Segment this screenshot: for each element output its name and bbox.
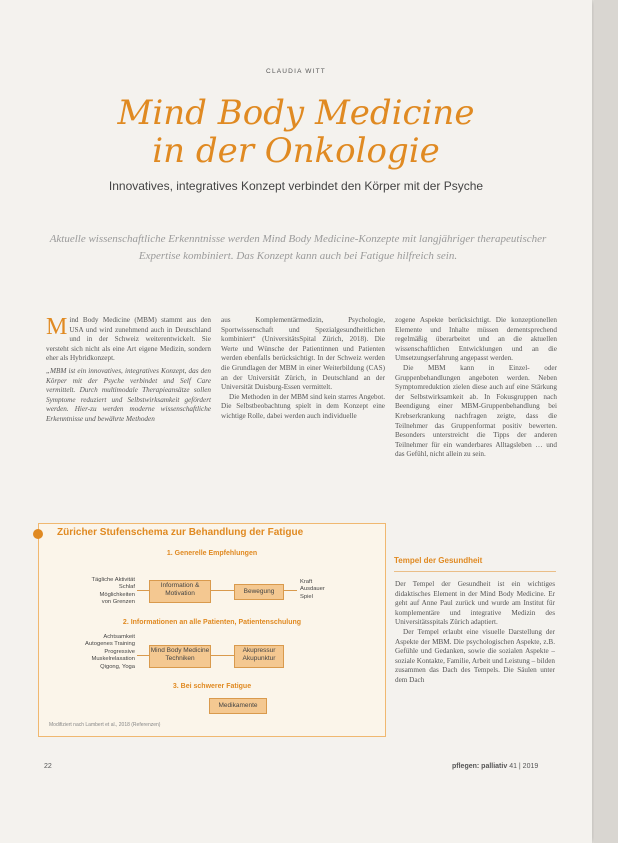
article-subtitle: Innovatives, integratives Konzept verbindet den Körper mit der Psyche	[108, 179, 484, 193]
article-title	[0, 94, 592, 170]
list-item: von Grenzen	[101, 599, 135, 606]
text-column-1	[46, 316, 211, 425]
list-item: Ausdauer	[300, 586, 325, 593]
box-source-note: Modifiziert nach Lambert et al., 2018 (Referenzen)	[49, 722, 161, 728]
mind-body-techniques-node: Mind Body Medicine Techniken	[149, 645, 211, 668]
column-2-paragraph-2: Die Methoden in der MBM sind kein starres Angebot. Die Selbstbeobachtung spielt in dem Konzept eine wichtige Rolle, dabei werden auch individuelle	[221, 392, 385, 420]
column-2-paragraph-1: aus Komplementärmedizin, Psychologie, Sportwissenschaft und Spezialgesundheitlichen kombiniert“ (UniversitätsSpital Zürich, 2018). Die Werte und Wünsche der Patientinnen und Patienten werden ebenfalls berücksichtigt. In der Schweiz werden die Grundlagen der MBM in einer Weiterbildung (CAS) an der Universität Zürich, in Deutschland an der Universität Duisburg-Essen vermittelt.	[221, 316, 385, 392]
magazine-footer	[452, 763, 538, 770]
step-3-label: 3. Bei schwerer Fatigue	[172, 683, 252, 690]
author-name: CLAUDIA WITT	[266, 68, 326, 75]
quote-paragraph: „MBM ist ein innovatives, integratives Konzept, das den Körper mit der Psyche verbindet und Self Care vermittelt. Durch multimodale Therapieansätze sollen Symptome reduziert und Selbstwirksamkeit gefördert werden. Hier-zu werden moderne wissenschaftliche Erkenntnisse und bewährte Methoden	[46, 366, 211, 423]
list-item: Progressive	[104, 648, 135, 655]
list-item: Tägliche Aktivität	[91, 577, 135, 583]
connector	[210, 655, 234, 656]
list-item: Kraft	[300, 579, 313, 585]
title-line-1: Mind Body Medicine	[117, 93, 475, 133]
dropcap: M	[46, 314, 68, 340]
step-1-label: 1. Generelle Empfehlungen	[166, 550, 258, 557]
text-column-3-lower	[395, 580, 555, 686]
bewegung-node: Bewegung	[234, 584, 284, 600]
list-item: Möglichkeiten	[99, 591, 135, 598]
fatigue-scheme-box	[38, 523, 386, 737]
page-number: 22	[44, 763, 52, 770]
list-item: Achtsamkeit	[103, 634, 135, 640]
connector	[283, 590, 297, 591]
intro-text: ind Body Medicine (MBM) stammt aus den USA und wird zunehmend auch in Deutschland und in der Schweiz weiterentwickelt. Sie versteht sich nicht als eine Art eigene Medizin, sondern eher als Hybridkonzept.	[46, 316, 211, 363]
intro-paragraph	[46, 316, 211, 364]
facing-page-edge	[594, 0, 618, 843]
list-item: Spiel	[300, 593, 313, 600]
article-lead: Aktuelle wissenschaftliche Erkenntnisse werden Mind Body Medicine-Konzepte mit langjähriger therapeutischer Expertise kombiniert. Das Konzept kann auch bei Fatigue hilfreich sein.	[49, 233, 547, 262]
section-divider	[394, 571, 556, 572]
section-heading: Tempel der Gesundheit	[394, 556, 483, 565]
column-3-paragraph-1: zogene Aspekte berücksichtigt. Die konzeptionellen Elemente und Inhalte müssen dementsprechend regelmäßig überarbeitet und an die aktuellen wissenschaftlichen Entwicklungen und an die Umsetzungserfahrung angepasst werden.	[395, 316, 557, 363]
list-item: Qigong, Yoga	[100, 663, 135, 670]
step-1-right-list	[300, 579, 344, 601]
akupressur-node: Akupressur Akupunktur	[234, 645, 284, 668]
list-item: Autogenes Training	[85, 641, 135, 648]
text-column-3	[395, 316, 557, 460]
text-column-2	[221, 316, 385, 422]
connector	[137, 590, 149, 591]
section-paragraph-1: Der Tempel der Gesundheit ist ein wichtiges didaktisches Element in der Mind Body Medicine. Er geht auf Anne Paul zurück und wurde am Institut für komplementäre und integrative Medizin des Universitätsspitals Zürich adaptiert.	[395, 580, 555, 627]
column-3-paragraph-2: Die MBM kann in Einzel- oder Gruppenbehandlungen angeboten werden. Neben Symptomreduktion zielen diese auch auf eine Stärkung der Selbstwirksamkeit ab. In Fokusgruppen nach Beendigung einer MBM-Gruppenbehandlung bei Krebserkrankung nachfragen zeigte, dass die Teilnehmer das Gruppenformat positiv bewerten. Besonders unterstreicht die Tipps der anderen Teilnehmer für ein wanderbares Alltagsleben … und das Gefühl, nicht allein zu sein.	[395, 363, 557, 459]
step-1-left-list	[79, 577, 135, 607]
magazine-issue: 41 | 2019	[509, 763, 539, 770]
information-motivation-node: Information & Motivation	[149, 580, 211, 603]
bullet-icon	[33, 529, 43, 539]
list-item: Schlaf	[118, 584, 135, 591]
list-item: Muskelrelaxation	[91, 656, 135, 663]
title-line-2: in der Onkologie	[152, 131, 440, 171]
connector	[210, 590, 234, 591]
step-2-label: 2. Informationen an alle Patienten, Patientenschulung	[122, 619, 302, 626]
step-2-left-list	[59, 634, 135, 671]
magazine-name: pflegen: palliativ	[452, 763, 508, 770]
connector	[137, 655, 149, 656]
box-title: Züricher Stufenschema zur Behandlung der Fatigue	[57, 527, 304, 538]
section-paragraph-2: Der Tempel erlaubt eine visuelle Darstellung der Aspekte der MBM. Die psychologischen Aspekte, z.B. Gefühle und Gedanken, sowie die sozialen Aspekte – soziale Kontakte, Familie, Arbeit und Leistung – bilden zusammen das Dach des Tempels. Die Säulen unter dem Dach	[395, 627, 555, 684]
medikamente-node: Medikamente	[209, 698, 267, 714]
